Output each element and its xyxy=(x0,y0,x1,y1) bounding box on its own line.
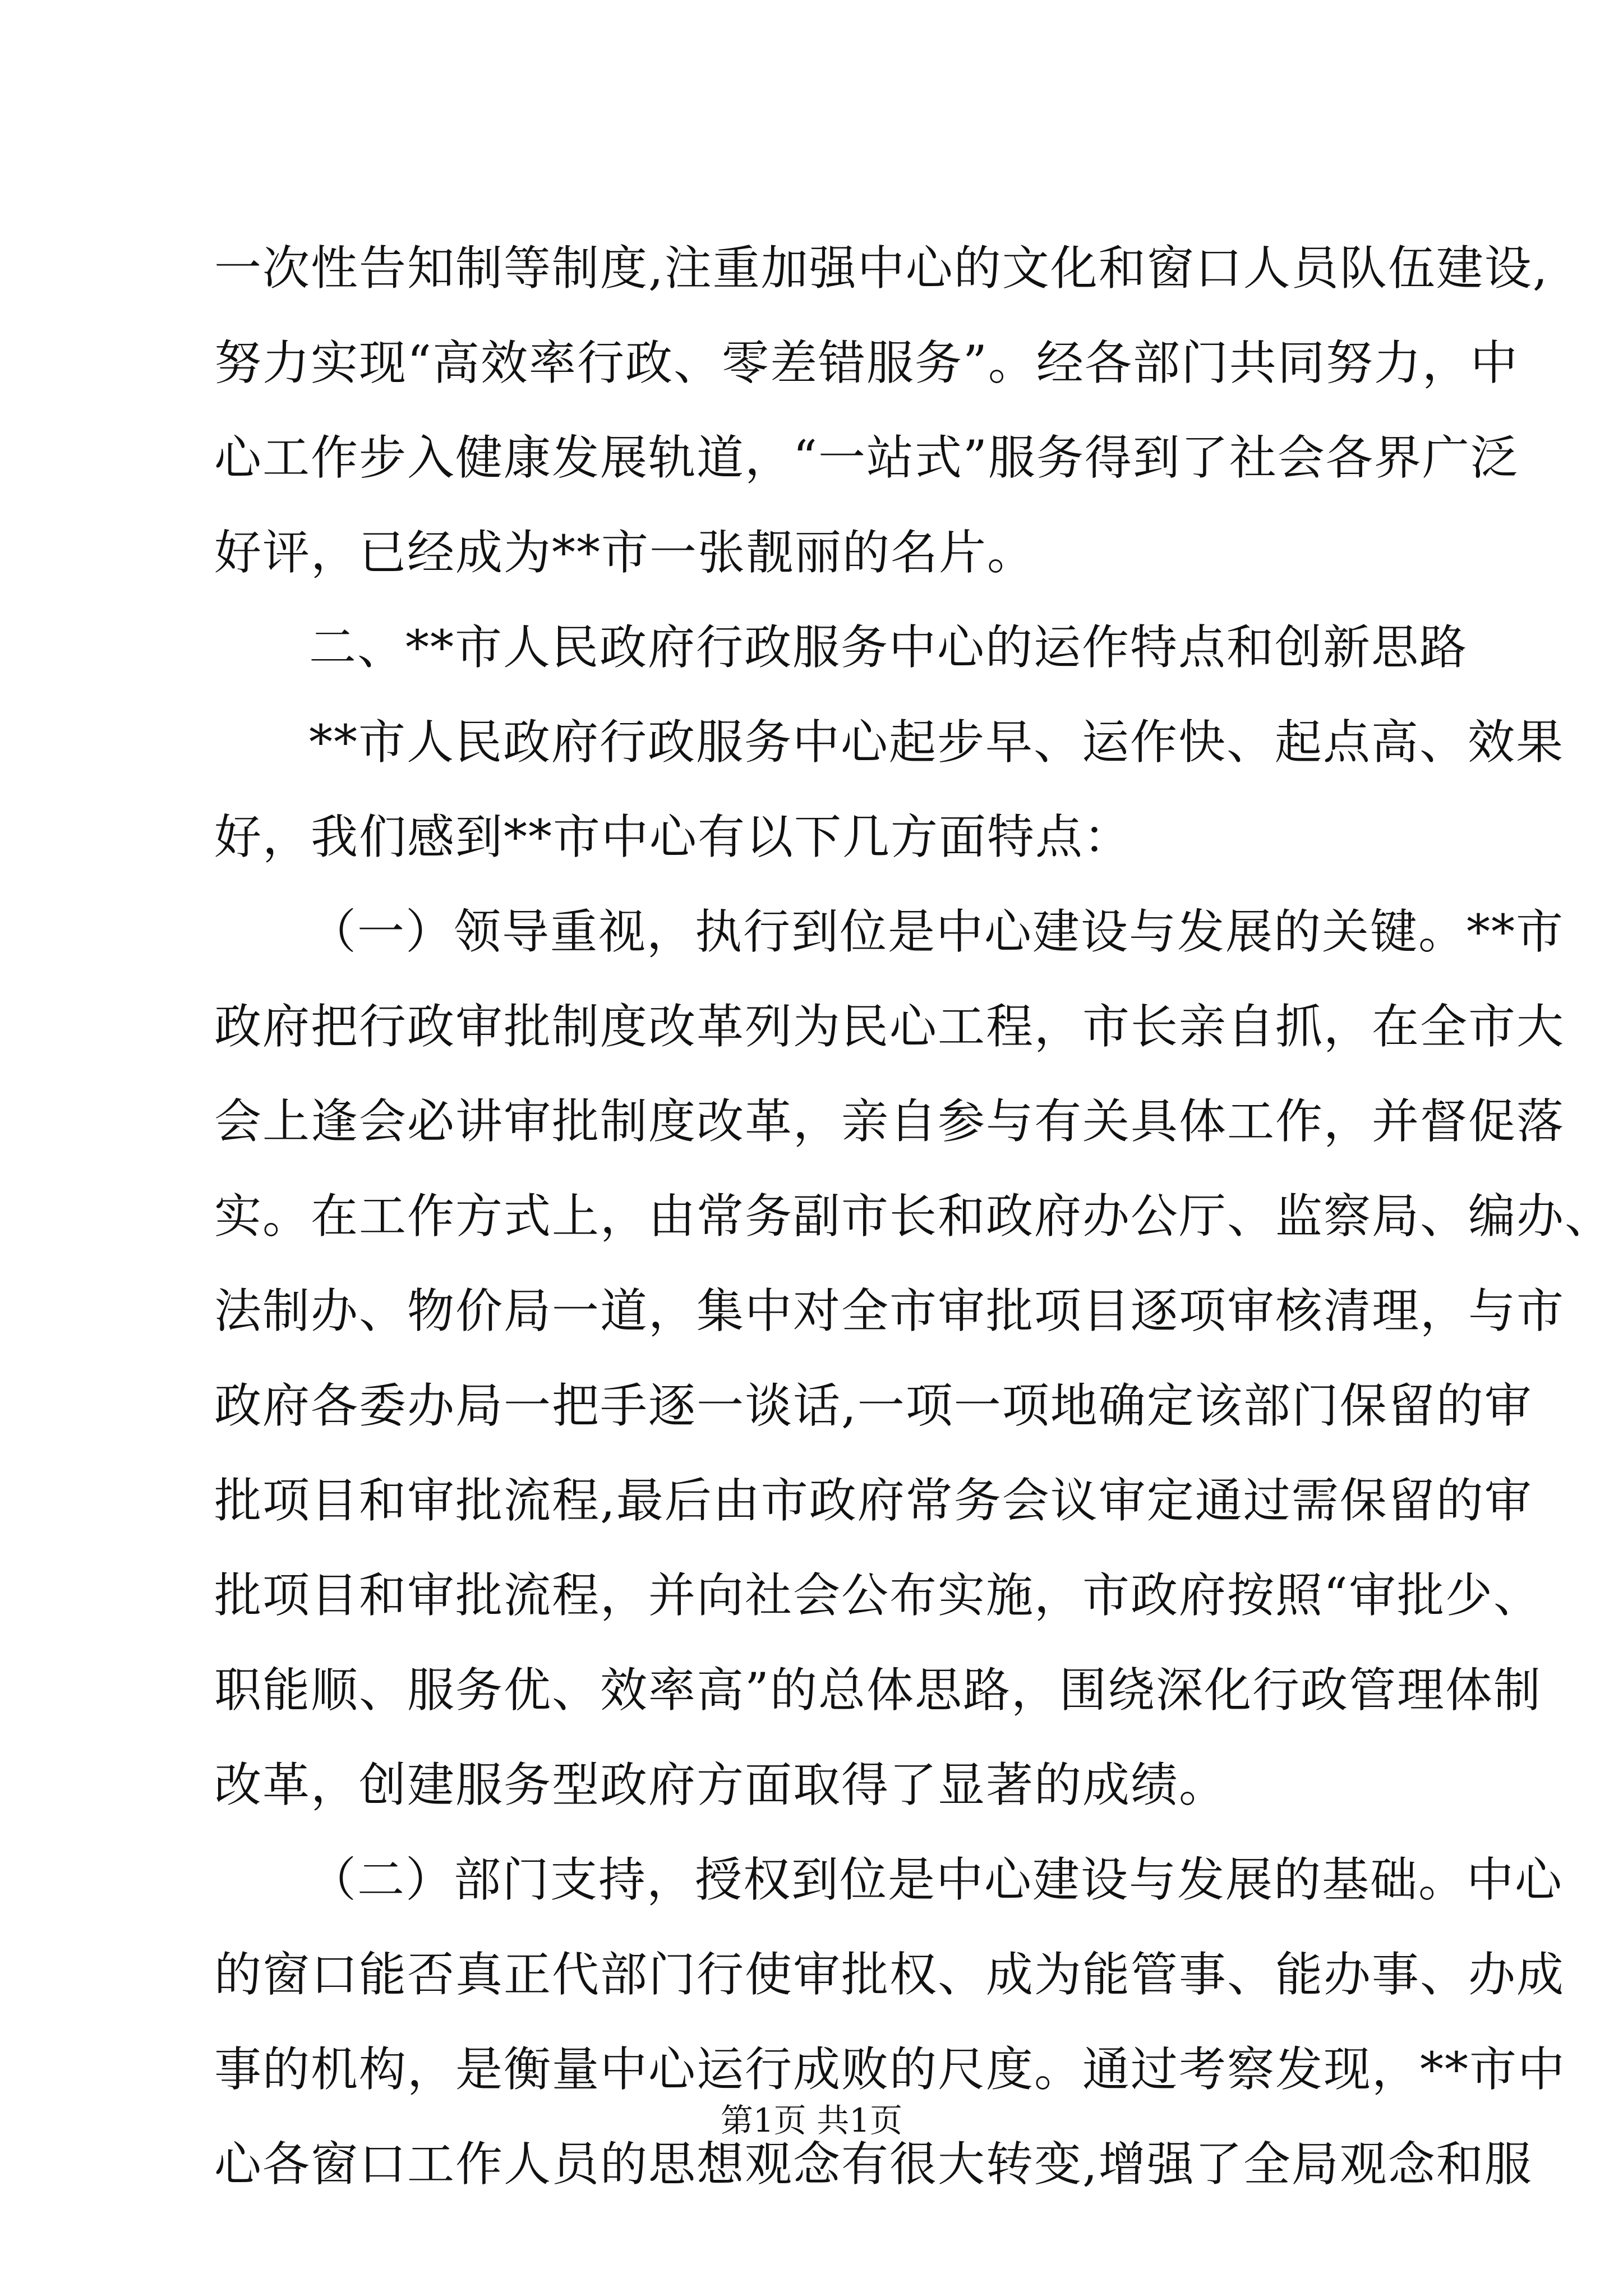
text-line: **市人民政府行政服务中心起步早、运作快、起点高、效果 xyxy=(309,715,1565,770)
text-line: 会上逢会必讲审批制度改革，亲自参与有关具体工作，并督促落 xyxy=(214,1094,1565,1149)
text-line: 政府各委办局一把手逐一谈话,一项一项地确定该部门保留的审 xyxy=(214,1378,1533,1433)
text-line: 一次性告知制等制度,注重加强中心的文化和窗口人员队伍建设, xyxy=(214,241,1549,296)
text-line: 的窗口能否真正代部门行使审批权、成为能管事、能办事、办成 xyxy=(214,1947,1565,2002)
text-line: 法制办、物价局一道，集中对全市审批项目逐项审核清理，与市 xyxy=(214,1283,1565,1338)
text-line: 心各窗口工作人员的思想观念有很大转变,增强了全局观念和服 xyxy=(214,2137,1533,2192)
text-line: 事的机构，是衡量中心运行成败的尺度。通过考察发现，**市中 xyxy=(214,2042,1566,2097)
text-line: （一）领导重视，执行到位是中心建设与发展的关键。**市 xyxy=(309,904,1565,959)
text-line: 心工作步入健康发展轨道，“一站式”服务得到了社会各界广泛 xyxy=(214,430,1519,485)
text-line: 好评，已经成为**市一张靓丽的名片。 xyxy=(214,525,1036,580)
text-line: 实。在工作方式上，由常务副市长和政府办公厅、监察局、编办、 xyxy=(214,1189,1613,1244)
text-line: 改革，创建服务型政府方面取得了显著的成绩。 xyxy=(214,1757,1228,1812)
text-line: 职能顺、服务优、效率高”的总体思路，围绕深化行政管理体制 xyxy=(214,1663,1542,1718)
text-line: 批项目和审批流程，并向社会公布实施，市政府按照“审批少、 xyxy=(214,1568,1542,1623)
text-line: 政府把行政审批制度改革列为民心工程，市长亲自抓，在全市大 xyxy=(214,999,1565,1054)
text-line: 好，我们感到**市中心有以下几方面特点： xyxy=(214,809,1132,864)
text-line: （二）部门支持，授权到位是中心建设与发展的基础。中心 xyxy=(309,1852,1564,1907)
text-line: 努力实现“高效率行政、零差错服务”。经各部门共同努力，中 xyxy=(214,335,1519,390)
text-line: 批项目和审批流程,最后由市政府常务会议审定通过需保留的审 xyxy=(214,1473,1533,1528)
section-heading: 二、**市人民政府行政服务中心的运作特点和创新思路 xyxy=(309,620,1468,675)
page-footer: 第1页 共1页 xyxy=(720,2101,903,2139)
